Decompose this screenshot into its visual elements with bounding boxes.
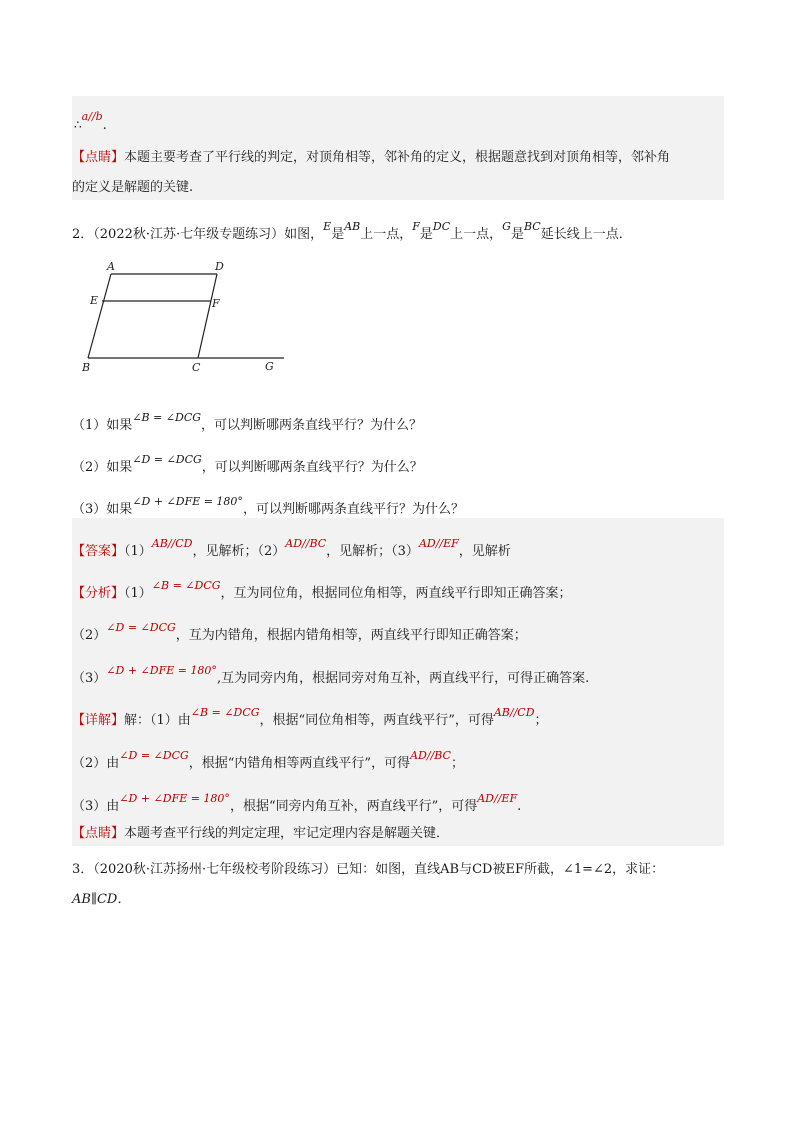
question-3-line-2: AB∥CD． — [72, 892, 131, 907]
detail-line-3: （3）由$^{\angle D + \angle DFE = 180^\circ}$，根据“同旁内角互补，两直线平行”，可得$^{AD//EF}$. — [72, 792, 522, 814]
therefore-line: ∴$^{a//b}$. — [74, 110, 107, 133]
question-3-line-1: 3．（2020秋·江苏扬州·七年级校考阶段练习）已知：如图，直线AB与CD被EF所截，∠1=∠2，求证： — [72, 862, 665, 877]
detail-tag: 【详解】 — [72, 713, 125, 728]
label-C: C — [192, 361, 201, 374]
analysis-line-3: $(3)^{\angle D + \angle DFE = 180^\circ}$,互为同旁内角，根据同旁对角互补，两直线平行，可得正确答案. — [72, 664, 590, 686]
comment-tag: 【点睛】 — [72, 150, 125, 165]
question-2-sub-1: （1）如果$^{\angle B = \angle DCG}$，可以判断哪两条直线平行？为什么？ — [72, 411, 423, 433]
comment-tag: 【点睛】 — [72, 826, 125, 841]
therefore-expression: a//b — [81, 110, 103, 123]
label-E: E — [90, 294, 99, 307]
comment-line-2: 的定义是解题的关键. — [72, 180, 194, 195]
detail-line-2: （2）由$^{\angle D = \angle DCG}$，根据“内错角相等两直线平行”，可得$^{AD//BC}$； — [72, 749, 464, 771]
label-D: D — [215, 260, 224, 273]
label-G: G — [265, 360, 274, 373]
label-A: A — [107, 260, 115, 273]
answer-line: 【答案】$(1)^{AB//CD}$，见解析；$(2)^{AD//BC}$，见解析；$(3)^{AD//EF}$，见解析 — [72, 537, 511, 559]
analysis-tag: 【分析】 — [72, 586, 125, 601]
answer-tag: 【答案】 — [72, 544, 125, 559]
segment-DC — [198, 274, 217, 358]
detail-line-1: 【详解】解：（1）由$^{\angle B = \angle DCG}$，根据“同位角相等，两直线平行”，可得$^{AB//CD}$； — [72, 706, 548, 728]
question-2-sub-2: （2）如果$^{\angle D = \angle DCG}$，可以判断哪两条直线平行？为什么？ — [72, 453, 423, 475]
segment-AB — [88, 274, 111, 358]
label-B: B — [82, 361, 91, 374]
label-F: F — [212, 297, 220, 310]
comment-line-1: 【点睛】本题主要考查了平行线的判定，对顶角相等，邻补角的定义，根据题意找到对顶角相等，邻补角 — [72, 150, 671, 165]
analysis-line-2: $(2)^{\angle D = \angle DCG}$，互为内错角，根据内错角相等，两直线平行即知正确答案； — [72, 621, 527, 643]
analysis-line-1: 【分析】$(1)^{\angle B = \angle DCG}$，互为同位角，根据同位角相等，两直线平行即知正确答案； — [72, 579, 572, 601]
question-2-sub-3: （3）如果$^{\angle D + \angle DFE = 180^\circ}$，可以判断哪两条直线平行？为什么？ — [72, 495, 464, 517]
parallelogram-figure — [80, 258, 290, 378]
question-2-stem: 2．（2022秋·江苏·七年级专题练习）如图，$^E$是$^{AB}$上一点，$^F$是$^{DC}$上一点，$^G$是$^{BC}$延长线上一点． — [72, 220, 632, 242]
question-2-comment: 【点睛】本题考查平行线的判定定理，牢记定理内容是解题关键． — [72, 826, 450, 841]
